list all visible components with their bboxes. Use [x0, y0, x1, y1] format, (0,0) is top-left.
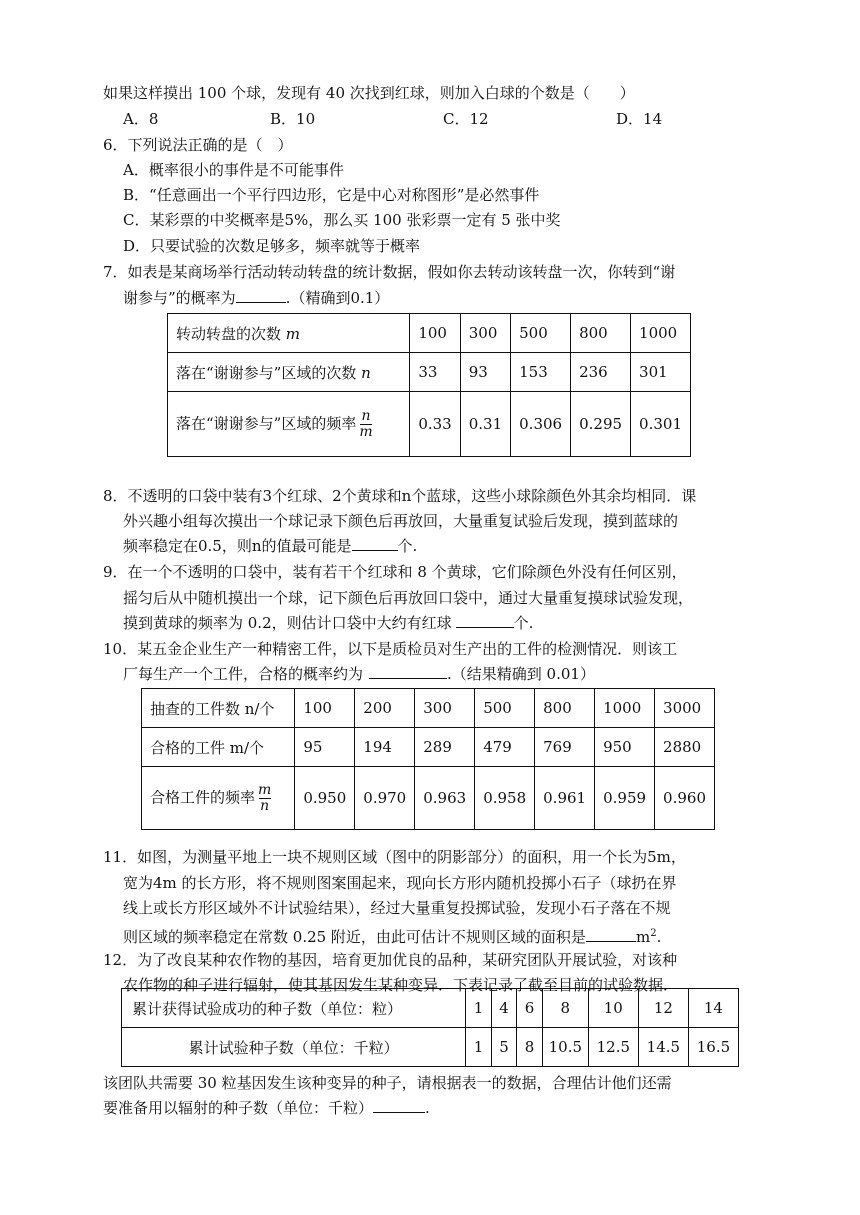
q12-after-text: 要准备用以辐射的种子数（单位：千粒）	[103, 1099, 374, 1117]
table-row	[142, 689, 715, 728]
q9-stem-line1: 9．在一个不透明的口袋中，装有若干个红球和 8 个黄球，它们除颜色外没有任何区别，	[103, 563, 687, 581]
q12-row-label-total: 累计试验种子数（单位：千粒）	[122, 1028, 466, 1067]
table-cell: 289	[415, 728, 475, 767]
table-cell: 0.33	[410, 392, 460, 457]
q5-stem-continued: 如果这样摸出 100 个球，发现有 40 次找到红球，则加入白球的个数是（ ）	[103, 84, 635, 102]
q11-stem-line4	[123, 924, 661, 947]
q8-stem-line2: 外兴趣小组每次摸出一个球记录下颜色后再放回，大量重复试验后发现，摸到蓝球的	[123, 512, 679, 530]
q5-option-c: C．12	[443, 110, 489, 128]
table-cell: 0.31	[460, 392, 510, 457]
q6-stem: 6．下列说法正确的是（ ）	[103, 136, 293, 154]
q6-option-b: B．“任意画出一个平行四边形，它是中心对称图形”是必然事件	[123, 186, 540, 204]
q9-stem-text: 摸到黄球的频率为 0.2，则估计口袋中大约有红球	[123, 614, 452, 632]
table-cell: 800	[571, 314, 631, 353]
q11-unit-exponent: 2	[650, 928, 657, 939]
q11-stem-line1: 11．如图，为测量平地上一块不规则区域（图中的阴影部分）的面积，用一个长为5m，	[103, 848, 686, 866]
q5-option-d: D．14	[616, 110, 663, 128]
table-cell: 194	[355, 728, 415, 767]
q10-row-label-sampled: 抽查的工件数 n/个	[142, 689, 295, 728]
q12-row-label-success: 累计获得试验成功的种子数（单位：粒）	[122, 989, 466, 1028]
table-cell: 0.963	[415, 767, 475, 830]
q8-stem-tail: 个.	[397, 537, 418, 555]
table-cell: 10	[588, 989, 638, 1028]
table-cell: 3000	[655, 689, 715, 728]
q7-stem-tail: .（精确到0.1）	[285, 289, 390, 307]
table-cell: 14	[688, 989, 738, 1028]
table-cell: 1	[466, 1028, 492, 1067]
table-row	[142, 767, 715, 830]
q9-stem-line2: 摇匀后从中随机摸出一个球，记下颜色后再放回口袋中，通过大量重复摸球试验发现，	[123, 589, 694, 607]
table-cell: 0.295	[571, 392, 631, 457]
q7-stem-text: 谢参与”的概率为	[123, 289, 236, 307]
table-cell: 0.959	[595, 767, 655, 830]
q8-answer-blank[interactable]	[352, 550, 398, 551]
q12-stem-line2: 农作物的种子进行辐射，使其基因发生某种变异．下表记录了截至目前的试验数据．	[123, 976, 679, 994]
q10-answer-blank[interactable]	[369, 678, 447, 679]
table-cell: 10.5	[542, 1028, 588, 1067]
q10-row-label-frequency: 合格工件的频率 $\frac{m}{n}$	[142, 767, 295, 830]
q6-option-d: D．只要试验的次数足够多，频率就等于概率	[123, 237, 421, 255]
q12-stem-line1: 12．为了改良某种农作物的基因，培育更加优良的品种，某研究团队开展试验，对该种	[103, 951, 678, 969]
q7-stem-line1: 7．如表是某商场举行活动转动转盘的统计数据，假如你去转动该转盘一次，你转到“谢	[103, 263, 676, 281]
table-cell: 301	[631, 353, 691, 392]
table-cell: 0.958	[475, 767, 535, 830]
table-cell: 12.5	[588, 1028, 638, 1067]
q10-stem-text: 厂每生产一个工件，合格的概率约为	[123, 665, 364, 683]
table-cell: 200	[355, 689, 415, 728]
table-row	[168, 353, 691, 392]
q8-stem-line1: 8．不透明的口袋中装有3个红球、2个黄球和n个蓝球，这些小球除颜色外其余均相同．课	[103, 487, 697, 505]
q7-row-label-frequency: 落在“谢谢参与”区域的频率 $\frac{n}{m}$	[168, 392, 410, 457]
q7-table	[167, 313, 691, 457]
q7-answer-blank[interactable]	[236, 302, 286, 303]
q8-stem-line3	[123, 536, 417, 556]
q12-table	[121, 988, 739, 1067]
table-row	[122, 989, 739, 1028]
table-cell: 300	[460, 314, 510, 353]
table-cell: 1	[466, 989, 492, 1028]
q10-stem-tail: .（结果精确到 0.01）	[447, 665, 595, 683]
table-cell: 2880	[655, 728, 715, 767]
q6-option-a: A．概率很小的事件是不可能事件	[123, 161, 344, 179]
q12-answer-blank[interactable]	[373, 1112, 425, 1113]
q5-option-a: A．8	[123, 110, 159, 128]
q9-stem-tail: 个.	[513, 614, 534, 632]
table-cell: 100	[410, 314, 460, 353]
table-row	[122, 1028, 739, 1067]
table-cell: 16.5	[688, 1028, 738, 1067]
table-cell: 500	[511, 314, 571, 353]
q11-stem-line2: 宽为4m 的长方形，将不规则图案围起来，现向长方形内随机投掷小石子（球扔在界	[123, 874, 677, 892]
q8-stem-text: 频率稳定在0.5，则n的值最可能是	[123, 537, 352, 555]
table-cell: 33	[410, 353, 460, 392]
table-cell: 93	[460, 353, 510, 392]
table-row	[142, 728, 715, 767]
table-cell: 14.5	[638, 1028, 688, 1067]
fraction-n-over-m: $\frac{n}{m}$	[359, 407, 373, 440]
table-cell: 0.950	[295, 767, 355, 830]
q10-table	[141, 688, 715, 830]
table-cell: 0.970	[355, 767, 415, 830]
table-cell: 769	[535, 728, 595, 767]
q7-row-label-spins: 转动转盘的次数 m	[168, 314, 410, 353]
table-cell: 8	[542, 989, 588, 1028]
table-cell: 5	[491, 1028, 517, 1067]
q6-option-c: C．某彩票的中奖概率是5%，那么买 100 张彩票一定有 5 张中奖	[123, 211, 561, 229]
q7-stem-line2	[123, 288, 389, 308]
table-row	[168, 392, 691, 457]
table-cell: 950	[595, 728, 655, 767]
q5-option-b: B．10	[270, 110, 316, 128]
q9-stem-line3	[123, 613, 533, 633]
table-cell: 8	[517, 1028, 543, 1067]
q11-stem-tail: .	[656, 928, 662, 946]
table-cell: 500	[475, 689, 535, 728]
table-cell: 100	[295, 689, 355, 728]
q11-stem-line3: 线上或长方形区域外不计试验结果），经过大量重复投掷试验，发现小石子落在不规	[123, 899, 671, 917]
q7-row-label-hits: 落在“谢谢参与”区域的次数 n	[168, 353, 410, 392]
q11-unit: m	[635, 928, 651, 946]
q5-options	[123, 109, 823, 129]
q10-row-label-qualified: 合格的工件 m/个	[142, 728, 295, 767]
table-cell: 0.306	[511, 392, 571, 457]
q10-stem-line2	[123, 664, 595, 684]
table-row	[168, 314, 691, 353]
table-cell: 0.301	[631, 392, 691, 457]
table-cell: 800	[535, 689, 595, 728]
q11-stem-text: 则区域的频率稳定在常数 0.25 附近，由此可估计不规则区域的面积是	[123, 928, 586, 946]
table-cell: 12	[638, 989, 688, 1028]
q12-after-tail: .	[425, 1099, 430, 1117]
q9-answer-blank[interactable]	[456, 627, 514, 628]
table-cell: 236	[571, 353, 631, 392]
table-cell: 479	[475, 728, 535, 767]
table-cell: 1000	[595, 689, 655, 728]
fraction-m-over-n: $\frac{m}{n}$	[258, 781, 272, 814]
table-cell: 95	[295, 728, 355, 767]
table-cell: 153	[511, 353, 571, 392]
table-cell: 4	[491, 989, 517, 1028]
table-cell: 6	[517, 989, 543, 1028]
q12-after-line2	[103, 1098, 430, 1118]
q10-stem-line1: 10．某五金企业生产一种精密工件，以下是质检员对生产出的工件的检测情况．则该工	[103, 640, 678, 658]
table-cell: 0.960	[655, 767, 715, 830]
table-cell: 0.961	[535, 767, 595, 830]
q12-after-line1: 该团队共需要 30 粒基因发生该种变异的种子，请根据表一的数据，合理估计他们还需	[103, 1074, 672, 1092]
q11-answer-blank[interactable]	[586, 941, 636, 942]
table-cell: 300	[415, 689, 475, 728]
table-cell: 1000	[631, 314, 691, 353]
